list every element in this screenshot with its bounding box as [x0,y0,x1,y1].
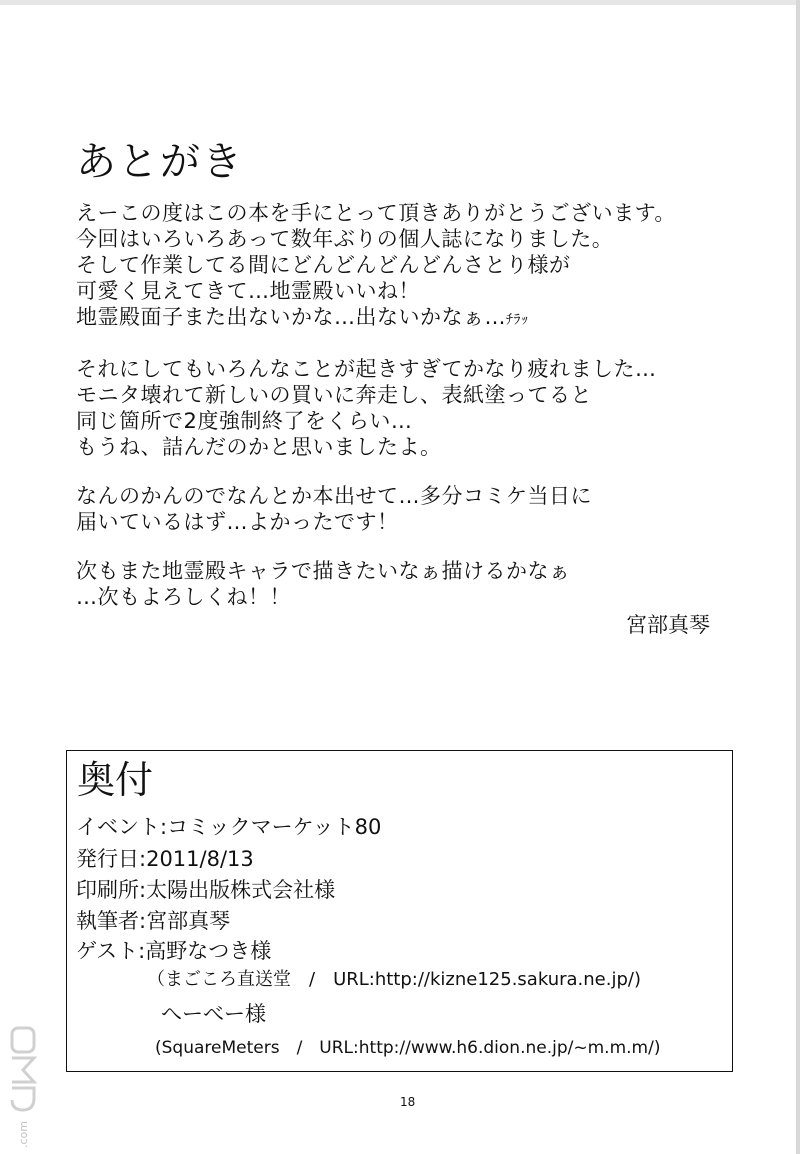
guest2-name: へーべー様 [161,1002,266,1026]
colophon-row-guest [76,937,271,965]
colophon-value: 2011/8/13 [146,847,254,871]
colophon-label: イベント [76,815,160,839]
afterword-paragraph-2 [76,356,776,460]
guest1-detail: （まごころ直送堂 / URL:http://kizne125.sakura.ne.jp/) [147,969,641,990]
afterword-line: モニタ壊れて新しいの買いに奔走し、表紙塗ってると [76,383,592,407]
colophon-separator: : [139,878,147,902]
colophon-separator: : [139,847,147,871]
colophon-row-event [76,813,381,841]
afterword-section [76,138,776,633]
afterword-paragraph-1 [76,200,776,333]
colophon-row-printer [76,876,335,904]
colophon-value: コミックマーケット80 [167,815,382,839]
colophon-separator: : [138,939,146,963]
guest2-detail: (SquareMeters / URL:http://www.h6.dion.ne.jp/~m.m.m/) [155,1038,661,1058]
afterword-line: 今回はいろいろあって数年ぶりの個人誌になりました。 [76,227,614,251]
colophon-label: 発行日 [76,847,139,871]
colophon-label: 執筆者 [76,909,139,933]
author-signature: 宮部真琴 [626,613,710,637]
afterword-line: もうね、詰んだのかと思いましたよ。 [76,435,442,459]
colophon-separator: : [160,815,168,839]
afterword-line-main: 地霊殿面子また出ないかな…出ないかなぁ… [76,305,506,329]
afterword-title: あとがき [76,139,244,185]
afterword-line: 次もまた地霊殿キャラで描きたいなぁ描けるかなぁ [76,559,571,583]
afterword-line: えーこの度はこの本を手にとって頂きありがとうございます。 [76,201,676,225]
colophon-title: 奥付 [77,758,154,802]
watermark-logo-icon [6,1024,40,1114]
colophon-value: 太陽出版株式会社様 [146,878,336,902]
afterword-paragraph-3 [76,483,776,535]
page-frame-right [796,0,800,1154]
colophon-box [66,750,733,1072]
afterword-line: 同じ箇所で2度強制終了をくらい… [76,409,413,433]
page-frame-top [0,0,800,5]
colophon-value: 高野なつき様 [145,939,272,963]
colophon-row-author [76,907,230,935]
page-number: 18 [400,1095,416,1109]
afterword-line: …次もよろしくね！！ [76,585,291,609]
watermark [6,1024,40,1148]
watermark-text: .com [16,1121,30,1148]
afterword-line: それにしてもいろんなことが起きすぎてかなり疲れました… [76,357,657,381]
colophon-value: 宮部真琴 [146,909,231,933]
colophon-label: 印刷所 [76,878,139,902]
afterword-line: 届いているはず…よかったです！ [76,510,399,534]
afterword-line-with-aside [76,304,776,333]
afterword-aside-small: ﾁﾗｯ [506,312,529,328]
colophon-label: ゲスト [76,939,139,963]
afterword-line: 可愛く見えてきて…地霊殿いいね！ [76,279,420,303]
afterword-line: そして作業してる間にどんどんどんどんさとり様が [76,253,571,277]
afterword-line: なんのかんのでなんとか本出せて…多分コミケ当日に [76,484,592,508]
colophon-separator: : [139,909,147,933]
afterword-paragraph-4 [76,558,776,610]
colophon-row-date [76,845,254,873]
